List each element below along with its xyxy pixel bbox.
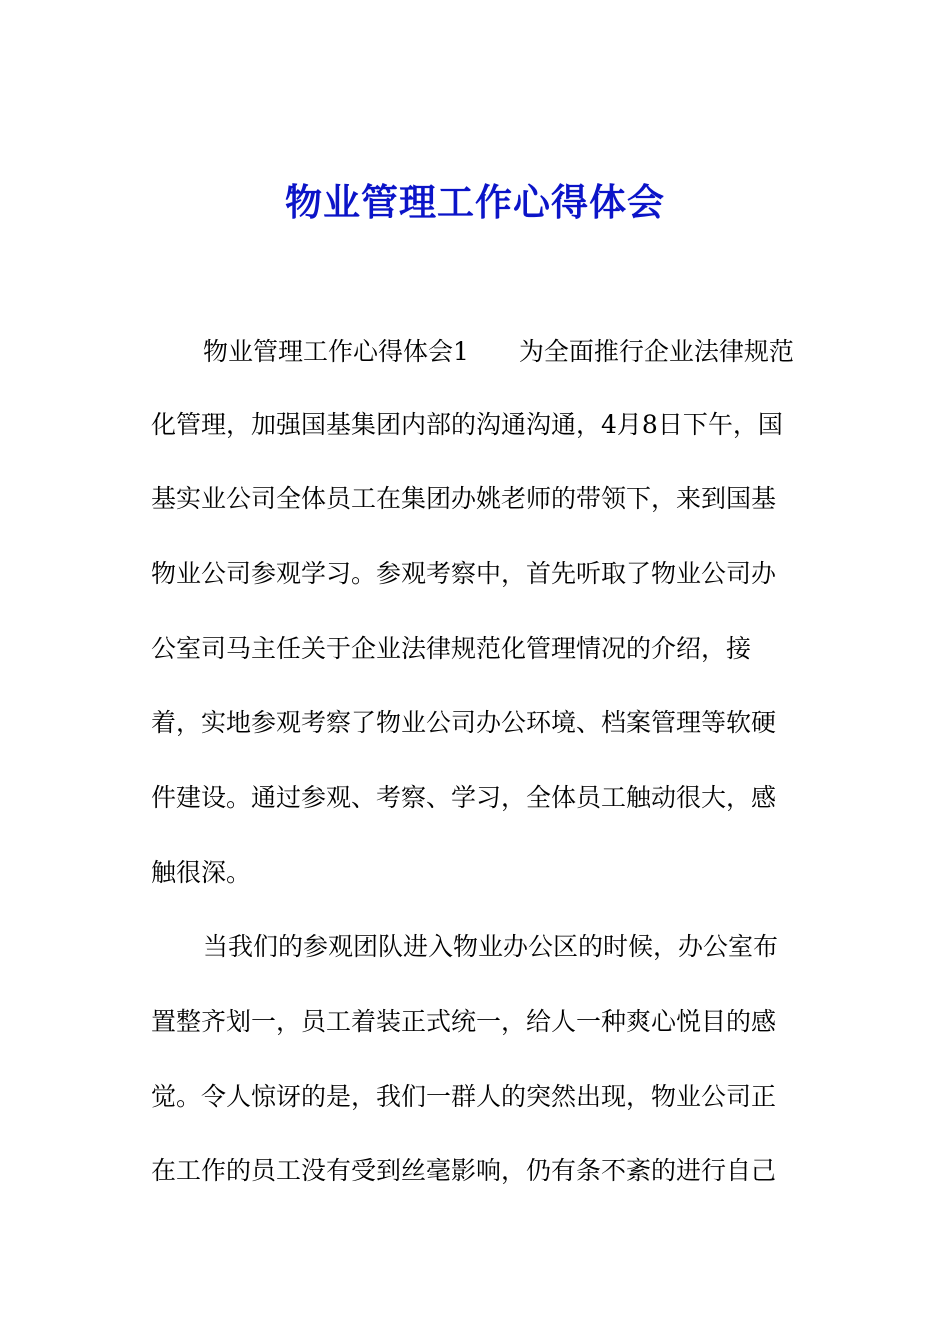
paragraph-1-line-6: 着，实地参观考察了物业公司办公环境、档案管理等软硬 (151, 708, 777, 737)
paragraph-1-line-5: 公室司马主任关于企业法律规范化管理情况的介绍，接 (151, 634, 752, 663)
document-title: 物业管理工作心得体会 (285, 180, 665, 224)
paragraph-1-line-3: 基实业公司全体员工在集团办姚老师的带领下，来到国基 (151, 484, 777, 513)
paragraph-1-line-8: 触很深。 (151, 858, 252, 887)
paragraph-2-line-3: 觉。令人惊讶的是，我们一群人的突然出现，物业公司正 (151, 1082, 777, 1111)
paragraph-2-line-4: 在工作的员工没有受到丝毫影响，仍有条不紊的进行自己 (151, 1156, 777, 1185)
paragraph-2-line-1: 当我们的参观团队进入物业办公区的时候，办公室布 (203, 932, 779, 961)
paragraph-1-line-4: 物业公司参观学习。参观考察中，首先听取了物业公司办 (151, 559, 777, 588)
paragraph-1-line-7: 件建设。通过参观、考察、学习，全体员工触动很大，感 (151, 783, 777, 812)
paragraph-2-line-2: 置整齐划一，员工着装正式统一，给人一种爽心悦目的感 (151, 1007, 777, 1036)
paragraph-1-line-2: 化管理，加强国基集团内部的沟通沟通，4月8日下午，国 (151, 410, 783, 439)
paragraph-1-line-1: 物业管理工作心得体会1 为全面推行企业法律规范 (203, 337, 794, 366)
